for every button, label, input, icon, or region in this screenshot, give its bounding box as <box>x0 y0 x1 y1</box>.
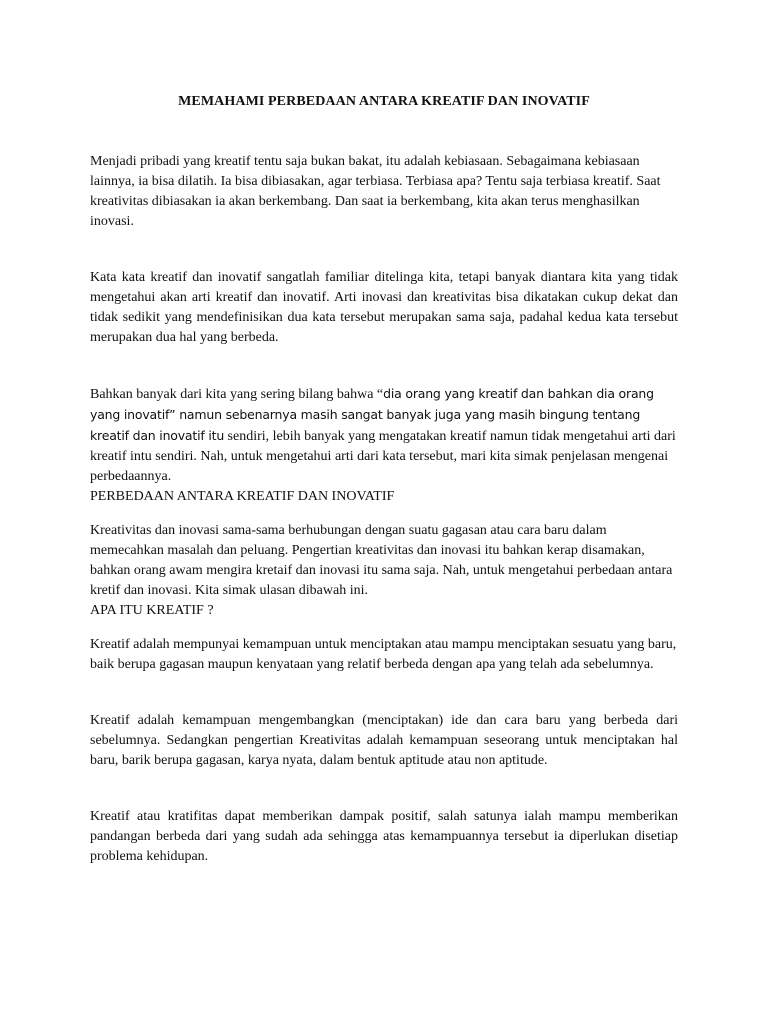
paragraph-definition-1: Kreatif adalah mempunyai kemampuan untuk menciptakan atau mampu menciptakan sesuatu yang baru, baik berupa gagasan maupun kenyataan yang relatif berbeda dengan apa yang telah ada sebelumnya. <box>90 637 677 672</box>
paragraph-familiar: Kata kata kreatif dan inovatif sangatlah familiar ditelinga kita, tetapi banyak diantara kita yang tidak mengetahui akan arti kreatif dan inovatif. Arti inovasi dan kreativitas bisa dikatakan cukup dekat dan tidak sedikit yang mendefinisikan dua kata tersebut merupakan sama saja, padahal kedua kata tersebut merupakan dua hal yang berbeda. <box>90 270 678 345</box>
paragraph-quote-end: sendiri, lebih banyak yang mengatakan kreatif namun tidak mengetahui arti dari kreatif intu sendiri. Nah, untuk mengetahui arti dari kata tersebut, mari kita simak penjelasan mengenai perbedaannya. <box>90 429 676 484</box>
paragraph-impact: Kreatif atau kratifitas dapat memberikan dampak positif, salah satunya ialah mampu memberikan pandangan berbeda dari yang sudah ada sehingga atas kemampuannya tersebut ia diperlukan disetiap problema kehidupan. <box>90 809 678 864</box>
paragraph-intro: Menjadi pribadi yang kreatif tentu saja bukan bakat, itu adalah kebiasaan. Sebagaimana kebiasaan lainnya, ia bisa dilatih. Ia bisa dibiasakan, agar terbiasa. Terbiasa apa? Tentu saja terbiasa kreatif. Saat kreativitas dibiasakan ia akan berkembang. Dan saat ia berkembang, kita akan terus menghasilkan inovasi. <box>90 154 661 229</box>
section-heading-perbedaan: PERBEDAAN ANTARA KREATIF DAN INOVATIF <box>90 489 395 504</box>
paragraph-perbedaan: Kreativitas dan inovasi sama-sama berhubungan dengan suatu gagasan atau cara baru dalam memecahkan masalah dan peluang. Pengertian kreativitas dan inovasi itu bahkan kerap disamakan, bahkan orang awam mengira kretaif dan inovasi itu sama saja. Nah, untuk mengetahui perbedaan antara kretif dan inovasi. Kita simak ulasan dibawah ini. <box>90 523 673 598</box>
section-heading-apa-itu-kreatif: APA ITU KREATIF ? <box>90 603 214 618</box>
paragraph-quote-start: Bahkan banyak dari kita yang sering bilang bahwa “ <box>90 387 384 402</box>
document-title: MEMAHAMI PERBEDAAN ANTARA KREATIF DAN INOVATIF <box>178 94 590 109</box>
document-body <box>90 92 678 867</box>
paragraph-quote-inline: dia orang yang kreatif dan bahkan dia orang yang inovatif” namun sebenarnya masih sangat banyak juga yang masih bingung tentang kreatif dan inovatif itu <box>90 386 654 443</box>
paragraph-quote <box>90 384 678 487</box>
paragraph-definition-2: Kreatif adalah kemampuan mengembangkan (menciptakan) ide dan cara baru yang berbeda dari sebelumnya. Sedangkan pengertian Kreativitas adalah kemampuan seseorang untuk menciptakan hal baru, barik berupa gagasan, karya nyata, dalam bentuk aptitude atau non aptitude. <box>90 713 678 768</box>
